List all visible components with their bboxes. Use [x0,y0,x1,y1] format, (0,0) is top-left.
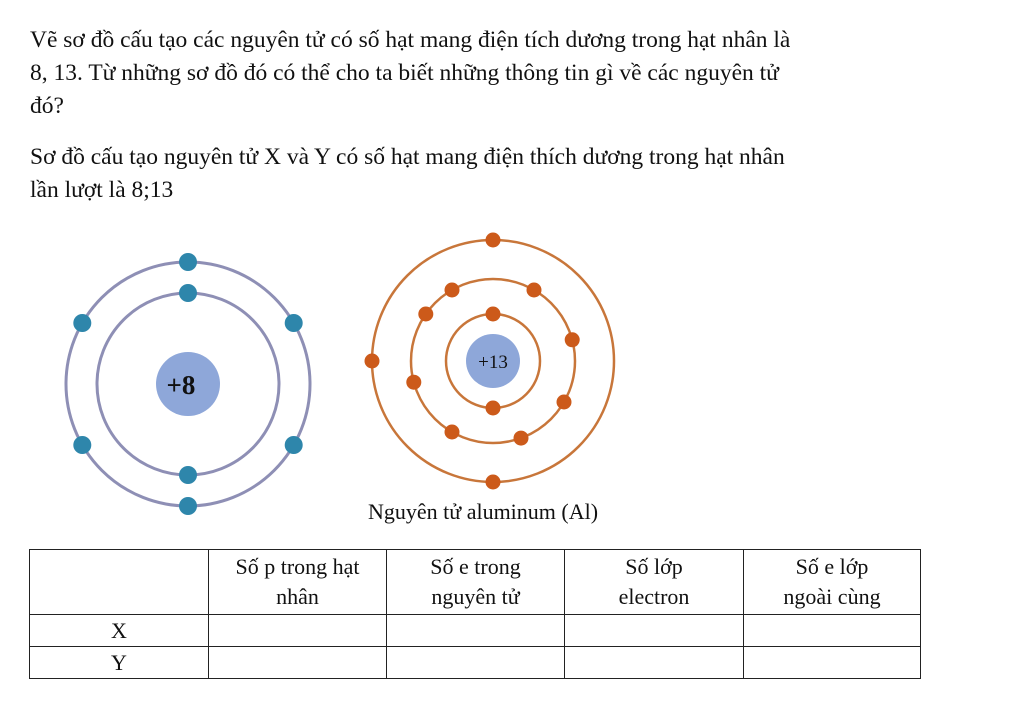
electron-y-shell-1 [486,401,501,416]
row-label: X [30,615,209,647]
electron-x-shell-2 [179,253,197,271]
header-label: nguyên tử [431,584,520,609]
header-cell-protons [209,550,387,615]
header-cell-shells [565,550,744,615]
electron-y-shell-2 [514,431,529,446]
row-label: Y [30,647,209,679]
question-line-2: 8, 13. Từ những sơ đồ đó có thể cho ta biết những thông tin gì về các nguyên tử [30,60,779,86]
atom-y-caption: Nguyên tử aluminum (Al) [368,499,599,524]
electron-y-shell-2 [445,283,460,298]
answer-text [30,141,990,207]
electron-x-shell-2 [73,314,91,332]
electron-y-shell-3 [486,233,501,248]
atom-x-nucleus-label: +8 [166,370,196,400]
electron-x-shell-2 [285,314,303,332]
answer-table [29,549,921,679]
table-cell [387,647,565,679]
header-label: Số lớp [625,554,683,579]
electron-x-shell-2 [179,497,197,515]
electron-x-shell-2 [285,436,303,454]
question-text [30,24,990,123]
atom-y-nucleus-label: +13 [478,352,508,373]
atom-y-diagram [358,226,628,496]
electron-x-shell-1 [179,466,197,484]
atom-x-diagram [58,236,328,516]
electron-y-shell-2 [557,395,572,410]
electron-y-shell-2 [565,332,580,347]
electron-y-shell-3 [486,475,501,490]
electron-y-shell-2 [527,283,542,298]
answer-line-2: lần lượt là 8;13 [30,177,174,203]
answer-line-1: Sơ đồ cấu tạo nguyên tử X và Y có số hạt mang điện thích dương trong hạt nhân [30,144,785,170]
header-cell-electrons [387,550,565,615]
electron-y-shell-3 [365,354,380,369]
electron-y-shell-2 [445,425,460,440]
table-row-y [30,647,921,679]
electron-y-shell-2 [406,375,421,390]
table-cell [744,615,921,647]
table-cell [209,647,387,679]
table-row-x [30,615,921,647]
table-header-row [30,550,921,615]
electron-x-shell-1 [179,284,197,302]
table-cell [565,615,744,647]
electron-y-shell-1 [486,307,501,322]
question-line-1: Vẽ sơ đồ cấu tạo các nguyên tử có số hạt mang điện tích dương trong hạt nhân là [30,27,791,53]
question-line-3: đó? [30,93,64,119]
header-label: Số e trong [430,554,521,579]
header-label: ngoài cùng [783,584,881,609]
header-cell-outer-electrons [744,550,921,615]
table-cell [565,647,744,679]
header-cell-empty [30,550,209,615]
header-label: electron [618,584,690,609]
header-label: Số e lớp [795,554,869,579]
table-cell [744,647,921,679]
header-label: Số p trong hạt [235,554,360,579]
table-cell [387,615,565,647]
electron-y-shell-2 [418,307,433,322]
header-label: nhân [276,584,319,609]
table-cell [209,615,387,647]
electron-x-shell-2 [73,436,91,454]
